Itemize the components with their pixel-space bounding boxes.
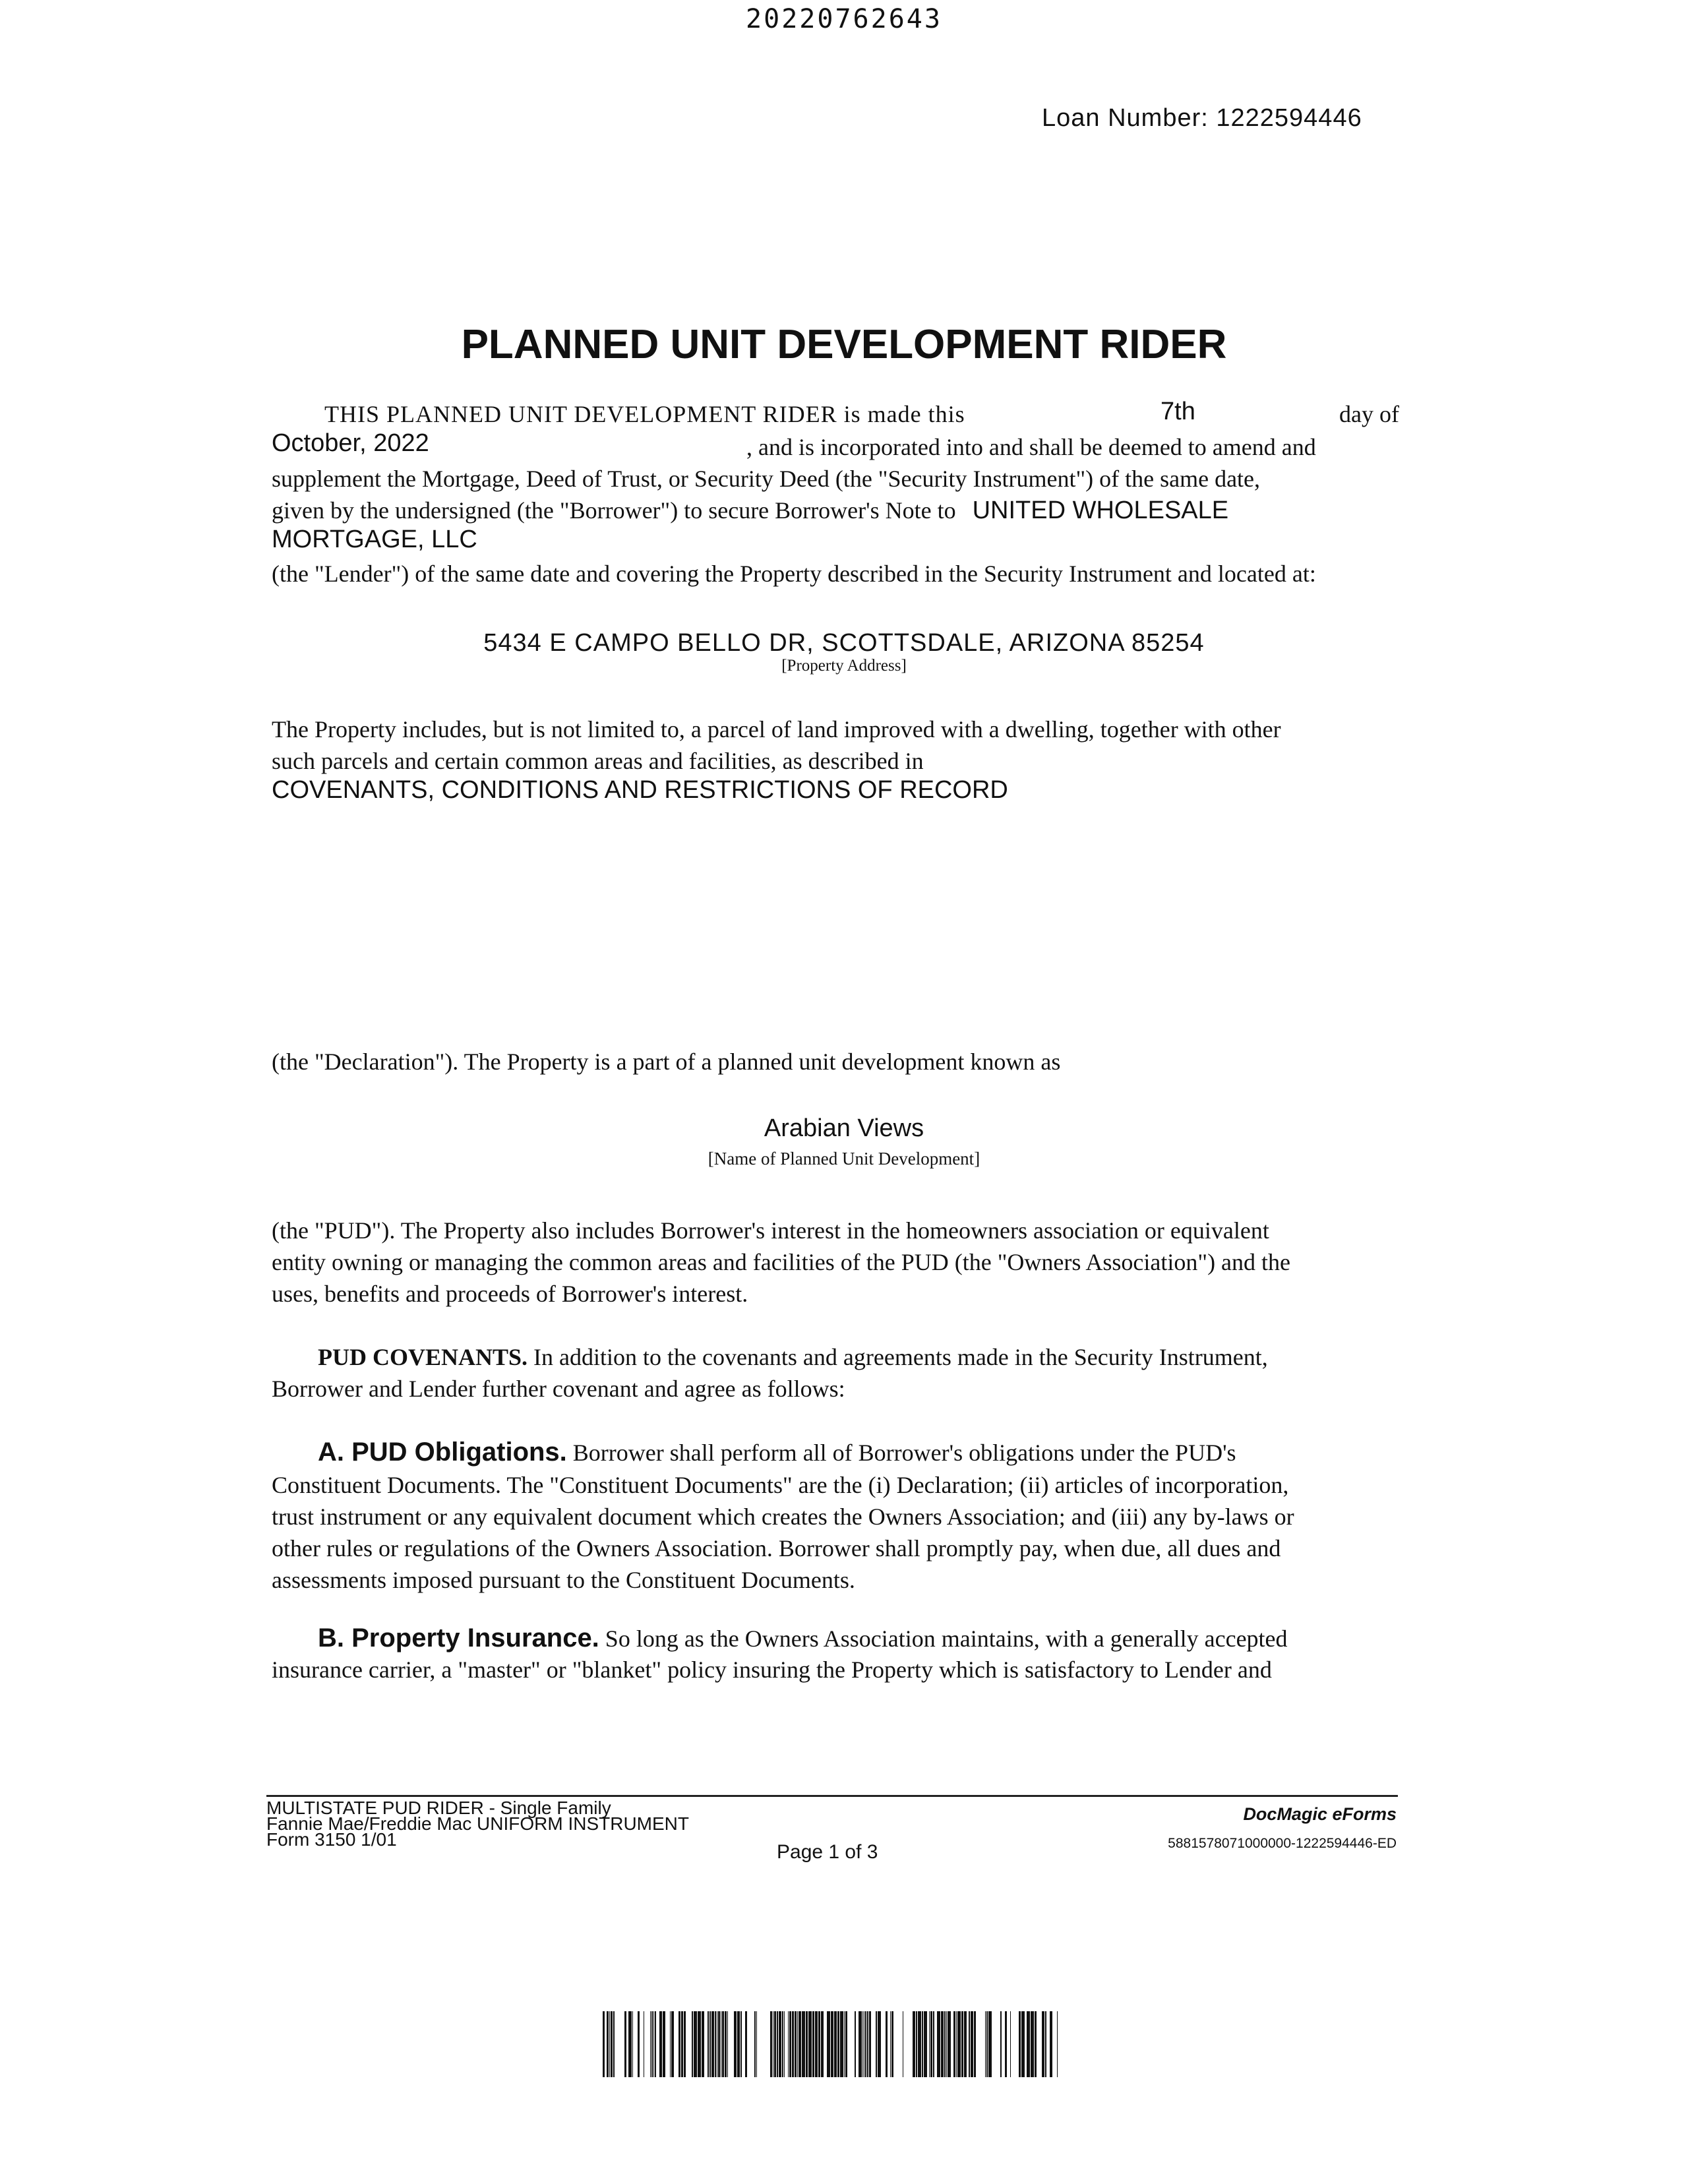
section-a-line-3: trust instrument or any equivalent document which creates the Owners Association; and (iii) any by-laws or bbox=[272, 1503, 1294, 1530]
intro-line2-suffix: , and is incorporated into and shall be deemed to amend and bbox=[746, 434, 1316, 460]
property-address-caption: [Property Address] bbox=[781, 657, 907, 675]
covenants-heading: PUD COVENANTS. bbox=[318, 1344, 528, 1370]
footer-document-code: 5881578071000000-1222594446-ED bbox=[1168, 1836, 1397, 1851]
footer-form-line3: Form 3150 1/01 bbox=[266, 1829, 397, 1850]
pud-para-line-2: entity owning or managing the common areas and facilities of the PUD (the "Owners Association") and the bbox=[272, 1249, 1291, 1275]
document-number: 20220762643 bbox=[746, 4, 942, 34]
declaration-line: (the "Declaration"). The Property is a part of a planned unit development known as bbox=[272, 1048, 1061, 1075]
section-a-line-1 bbox=[272, 1436, 1399, 1469]
loan-number-value: 1222594446 bbox=[1216, 104, 1362, 132]
section-a-line-4: other rules or regulations of the Owners Association. Borrower shall promptly pay, when due, all dues and bbox=[272, 1535, 1281, 1562]
intro-line-3: supplement the Mortgage, Deed of Trust, or Security Deed (the "Security Instrument") of the same date, bbox=[272, 466, 1261, 492]
lender-name-line1: UNITED WHOLESALE bbox=[972, 497, 1229, 524]
covenants-line1-rest: In addition to the covenants and agreements made in the Security Instrument, bbox=[533, 1344, 1268, 1370]
section-b-line-2: insurance carrier, a "master" or "blanket" policy insuring the Property which is satisfactory to Lender and bbox=[272, 1656, 1272, 1683]
loan-number-line bbox=[1042, 104, 1362, 133]
footer-form-info bbox=[266, 1800, 689, 1848]
pud-name-caption: [Name of Planned Unit Development] bbox=[708, 1149, 980, 1168]
footer-form-line1: MULTISTATE PUD RIDER - Single Family bbox=[266, 1798, 611, 1818]
page-title: PLANNED UNIT DEVELOPMENT RIDER bbox=[461, 322, 1227, 367]
footer-form-line2: Fannie Mae/Freddie Mac UNIFORM INSTRUMENT bbox=[266, 1813, 690, 1834]
section-b-line1-rest: So long as the Owners Association maintains, with a generally accepted bbox=[605, 1625, 1288, 1652]
intro-line-4 bbox=[272, 495, 1399, 526]
declaration-description: COVENANTS, CONDITIONS AND RESTRICTIONS OF RECORD bbox=[272, 776, 1008, 804]
property-para-line-1: The Property includes, but is not limited to, a parcel of land improved with a dwelling, together with other bbox=[272, 716, 1281, 743]
pud-name: Arabian Views bbox=[764, 1114, 924, 1142]
section-a-line1-rest: Borrower shall perform all of Borrower's obligations under the PUD's bbox=[572, 1440, 1236, 1466]
loan-number-label: Loan Number: bbox=[1042, 104, 1209, 132]
intro-line-1 bbox=[272, 398, 1399, 430]
section-b-heading: B. Property Insurance. bbox=[318, 1623, 599, 1653]
intro-month-year: October, 2022 bbox=[272, 429, 429, 457]
intro-line4-prefix: given by the undersigned (the "Borrower") to secure Borrower's Note to bbox=[272, 497, 956, 524]
footer-brand-logo: DocMagic eForms bbox=[1243, 1804, 1397, 1824]
section-a-line-5: assessments imposed pursuant to the Constituent Documents. bbox=[272, 1567, 855, 1593]
intro-line-6: (the "Lender") of the same date and covering the Property described in the Security Instrument and located at: bbox=[272, 561, 1316, 587]
section-b-line-1 bbox=[272, 1622, 1399, 1654]
section-a-heading: A. PUD Obligations. bbox=[318, 1438, 567, 1467]
intro-line1-prefix: THIS PLANNED UNIT DEVELOPMENT RIDER is made this bbox=[324, 401, 965, 427]
section-a-line-2: Constituent Documents. The "Constituent Documents" are the (i) Declaration; (ii) articles of incorporation, bbox=[272, 1472, 1289, 1498]
pud-para-line-3: uses, benefits and proceeds of Borrower's interest. bbox=[272, 1281, 748, 1307]
covenants-line-2: Borrower and Lender further covenant and agree as follows: bbox=[272, 1376, 845, 1402]
footer-rule bbox=[266, 1795, 1398, 1797]
intro-line-2 bbox=[272, 427, 1399, 459]
barcode-icon bbox=[603, 2011, 1058, 2077]
property-address: 5434 E CAMPO BELLO DR, SCOTTSDALE, ARIZONA 85254 bbox=[483, 629, 1205, 657]
pud-para-line-1: (the "PUD"). The Property also includes Borrower's interest in the homeowners association or equivalent bbox=[272, 1217, 1269, 1244]
footer-page-number: Page 1 of 3 bbox=[777, 1841, 878, 1863]
intro-day-value: 7th bbox=[1160, 398, 1195, 425]
property-para-line-2: such parcels and certain common areas and facilities, as described in bbox=[272, 748, 924, 774]
intro-day-of: day of bbox=[1339, 401, 1399, 427]
covenants-line-1 bbox=[272, 1341, 1399, 1373]
lender-name-line2: MORTGAGE, LLC bbox=[272, 526, 477, 553]
